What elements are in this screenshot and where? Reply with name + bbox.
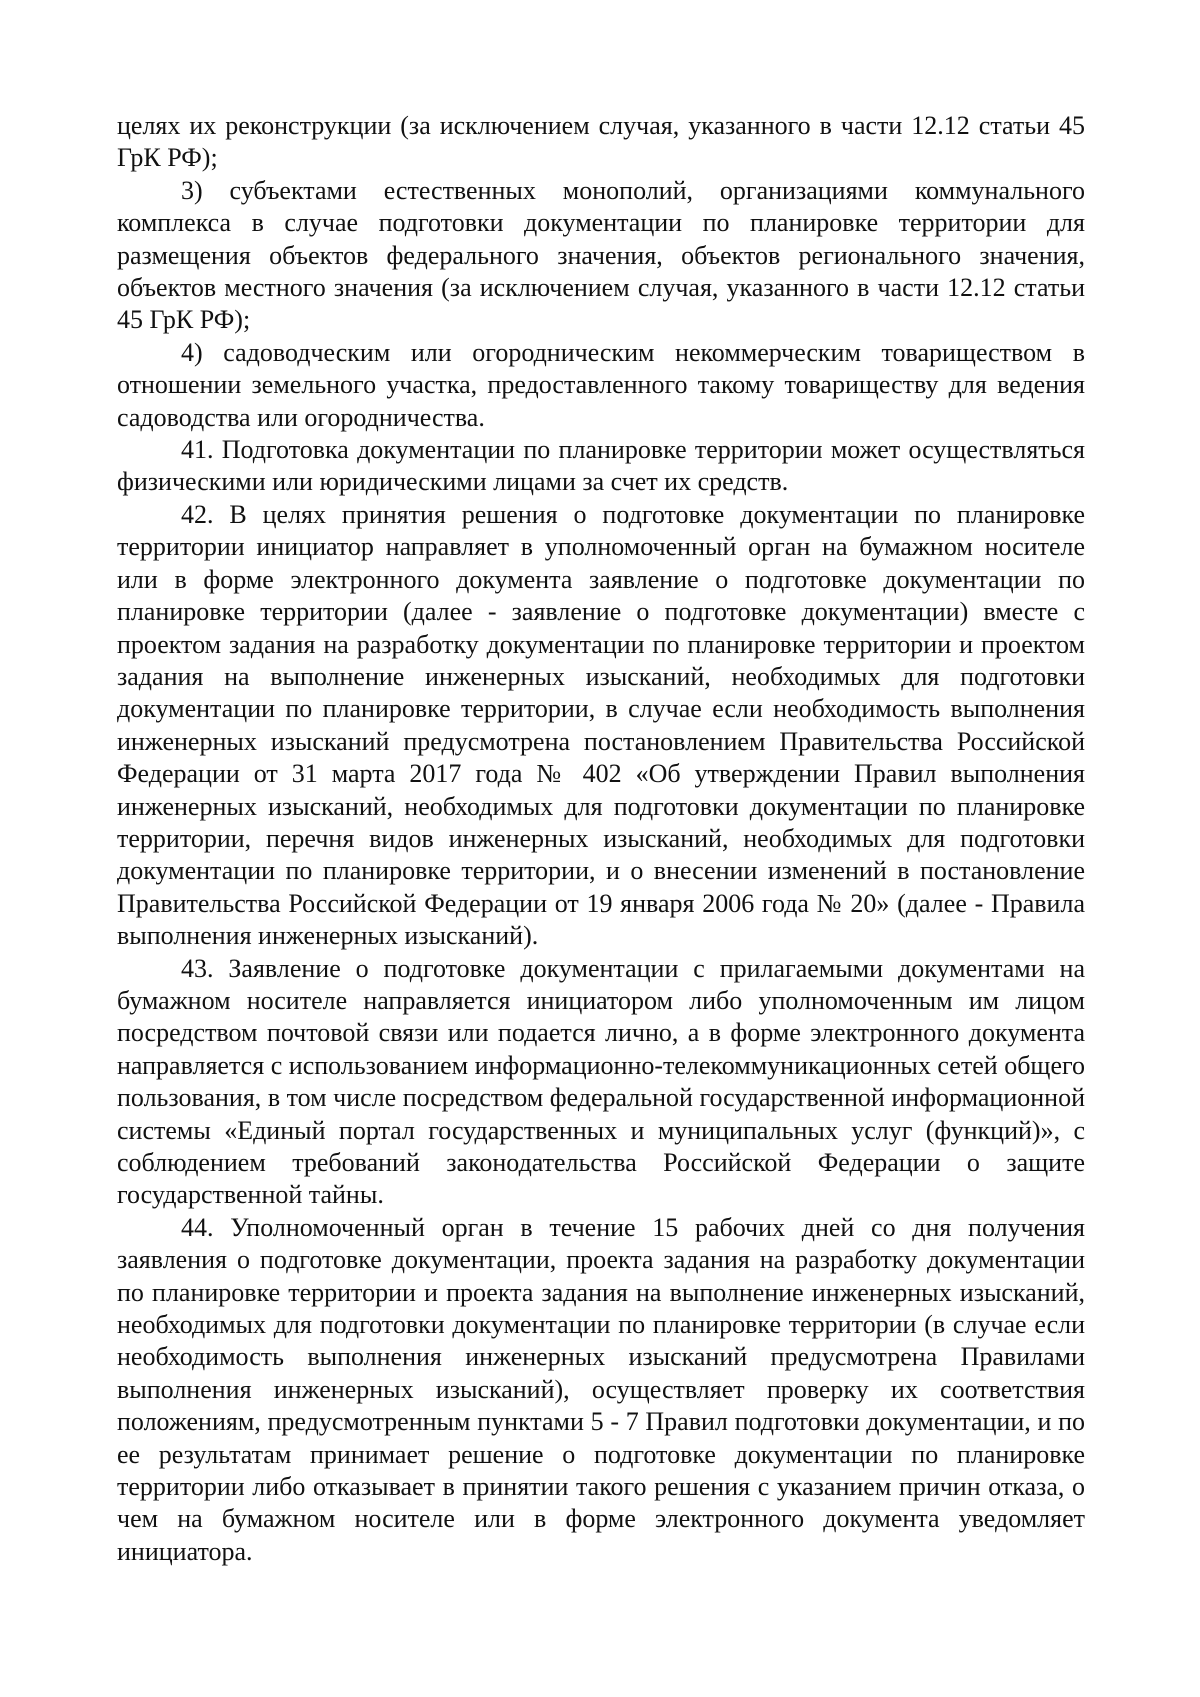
paragraph-item-3: 3) субъектами естественных монополий, организациями коммунального комплекса в случае подготовки документации по планировке территории для размещения объектов федерального значения, объектов регионального значения, объектов местного значения (за исключением случая, указанного в части 12.12 статьи 45 ГрК РФ); bbox=[117, 175, 1085, 335]
document-page bbox=[117, 110, 1085, 1568]
paragraph-44: 44. Уполномоченный орган в течение 15 рабочих дней со дня получения заявления о подготовке документации, проекта задания на разработку документации по планировке территории и проекта задания на выполнение инженерных изысканий, необходимых для подготовки документации по планировке территории (в случае если необходимость выполнения инженерных изысканий предусмотрена Правилами выполнения инженерных изысканий), осуществляет проверку их соответствия положениям, предусмотренным пунктами 5 - 7 Правил подготовки документации, и по ее результатам принимает решение о подготовке документации по планировке территории либо отказывает в принятии такого решения с указанием причин отказа, о чем на бумажном носителе или в форме электронного документа уведомляет инициатора. bbox=[117, 1212, 1085, 1566]
paragraph-41: 41. Подготовка документации по планировке территории может осуществляться физическими или юридическими лицами за счет их средств. bbox=[117, 435, 1085, 497]
paragraph-42: 42. В целях принятия решения о подготовке документации по планировке территории инициатор направляет в уполномоченный орган на бумажном носителе или в форме электронного документа заявление о подготовке документации по планировке территории (далее - заявление о подготовке документации) вместе с проектом задания на разработку документации по планировке территории и проектом задания на выполнение инженерных изысканий, необходимых для подготовки документации по планировке территории, в случае если необходимость выполнения инженерных изысканий предусмотрена постановлением Правительства Российской Федерации от 31 марта 2017 года № 402 «Об утверждении Правил выполнения инженерных изысканий, необходимых для подготовки документации по планировке территории, перечня видов инженерных изысканий, необходимых для подготовки документации по планировке территории, и о внесении изменений в постановление Правительства Российской Федерации от 19 января 2006 года № 20» (далее - Правила выполнения инженерных изысканий). bbox=[117, 499, 1085, 951]
paragraph-continuation: целях их реконструкции (за исключением случая, указанного в части 12.12 статьи 45 ГрК РФ); bbox=[117, 111, 1085, 173]
paragraph-43: 43. Заявление о подготовке документации с прилагаемыми документами на бумажном носителе направляется инициатором либо уполномоченным им лицом посредством почтовой связи или подается лично, а в форме электронного документа направляется с использованием информационно-телекоммуникационных сетей общего пользования, в том числе посредством федеральной государственной информационной системы «Единый портал государственных и муниципальных услуг (функций)», с соблюдением требований законодательства Российской Федерации о защите государственной тайны. bbox=[117, 953, 1085, 1210]
paragraph-item-4: 4) садоводческим или огородническим некоммерческим товариществом в отношении земельного участка, предоставленного такому товариществу для ведения садоводства или огородничества. bbox=[117, 337, 1085, 432]
